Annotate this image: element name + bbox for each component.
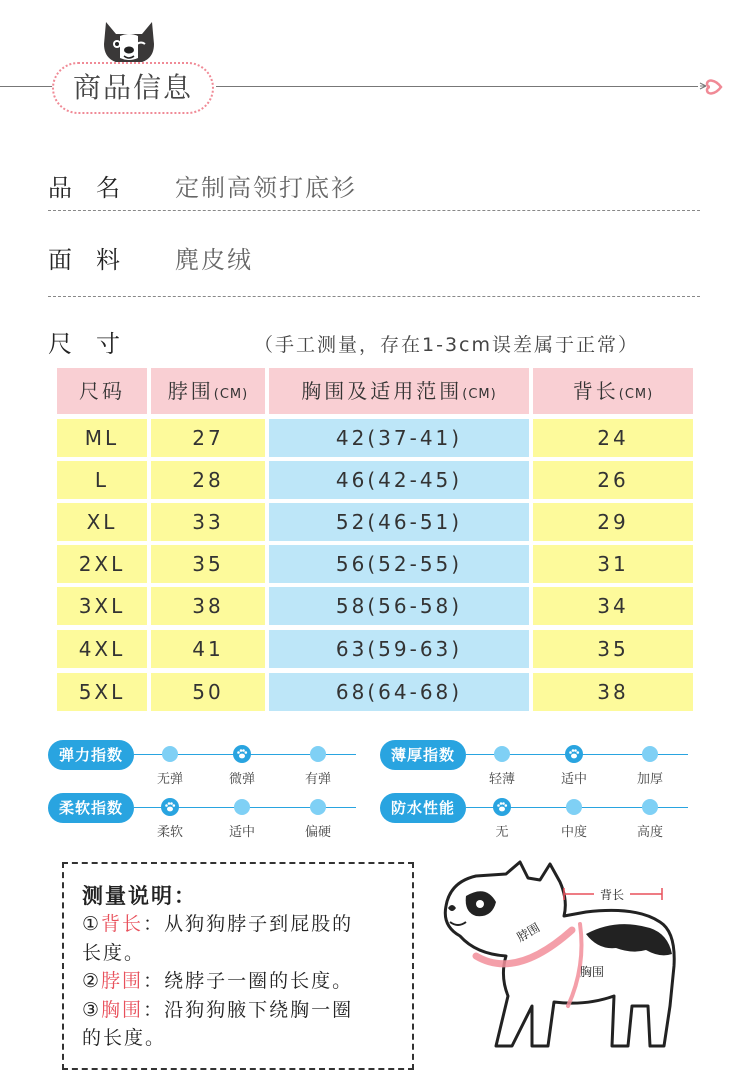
table-cell: 35 (151, 545, 265, 583)
table-cell: 50 (151, 673, 265, 711)
index-option-label: 无 (495, 825, 509, 840)
table-cell: 38 (151, 587, 265, 625)
index-option-label: 高度 (636, 825, 663, 840)
measure-desc: ：沿狗狗腋下绕胸一圈 (143, 999, 354, 1021)
table-cell: 41 (151, 630, 265, 668)
index-pill: 防水性能 (380, 793, 466, 823)
table-cell: 4XL (57, 630, 147, 668)
header-title: 商品信息 (52, 62, 214, 114)
index-pill: 弹力指数 (48, 740, 134, 770)
table-cell: 5XL (57, 673, 147, 711)
table-cell: L (57, 461, 147, 499)
table-cell: 35 (533, 630, 693, 668)
neck-label: 脖围 (514, 920, 543, 945)
chest-label: 胸围 (580, 965, 605, 979)
dog-logo-icon (98, 18, 160, 68)
table-cell: 31 (533, 545, 693, 583)
table-cell: 34 (533, 587, 693, 625)
heart-icon (696, 74, 726, 100)
measure-term: 胸围 (101, 999, 144, 1021)
table-header-unit: (CM) (213, 387, 249, 402)
measure-num: ③ (82, 999, 102, 1021)
index-option-label: 有弹 (304, 772, 331, 787)
paw-selected-icon (161, 798, 179, 816)
back-length-label: 背长 (599, 888, 625, 902)
table-cell: 63(59-63) (269, 630, 529, 668)
measure-item-back-cont: 长度。 (82, 942, 146, 964)
table-cell: 52(46-51) (269, 503, 529, 541)
measure-num: ② (82, 970, 102, 992)
table-cell: 33 (151, 503, 265, 541)
index-option-label: 无弹 (156, 772, 183, 787)
product-name-label: 品 名 (48, 174, 120, 202)
measure-num: ① (82, 913, 102, 935)
index-option-label: 柔软 (156, 825, 183, 840)
table-header-cell (151, 368, 265, 414)
table-header-unit: (CM) (618, 387, 654, 402)
table-cell: 56(52-55) (269, 545, 529, 583)
index-option-label: 中度 (560, 825, 587, 840)
header-line-left (0, 86, 54, 87)
dog-diagram (436, 856, 696, 1056)
index-dot (566, 799, 582, 815)
table-header-unit: (CM) (462, 387, 497, 402)
index-dot (642, 746, 658, 762)
table-cell: 24 (533, 419, 693, 457)
index-option-label: 轻薄 (488, 772, 515, 787)
divider (48, 296, 700, 297)
table-header-cell (57, 368, 147, 414)
index-option-label: 偏硬 (304, 825, 331, 840)
table-cell: 3XL (57, 587, 147, 625)
table-cell: 27 (151, 419, 265, 457)
index-option-label: 适中 (560, 772, 587, 787)
measure-term: 背长 (101, 913, 144, 935)
measure-item-chest (82, 995, 353, 1022)
paw-selected-icon (493, 798, 511, 816)
fabric-label: 面 料 (48, 246, 120, 274)
measure-item-neck (82, 966, 353, 993)
table-cell: 68(64-68) (269, 673, 529, 711)
table-header-cell (269, 368, 529, 414)
index-option-label: 适中 (228, 825, 255, 840)
table-header-text: 脖围 (167, 379, 214, 403)
size-note: （手工测量，存在1-3cm误差属于正常） (254, 334, 639, 356)
table-cell: 29 (533, 503, 693, 541)
divider (48, 210, 700, 211)
table-cell: 58(56-58) (269, 587, 529, 625)
measure-desc: ：绕脖子一圈的长度。 (143, 970, 354, 992)
table-header-text: 胸围及适用范围 (301, 379, 463, 403)
index-dot (234, 799, 250, 815)
table-cell: XL (57, 503, 147, 541)
size-label: 尺 寸 (48, 330, 120, 358)
product-name-value: 定制高领打底衫 (175, 174, 357, 202)
paw-selected-icon (233, 745, 251, 763)
table-cell: ML (57, 419, 147, 457)
table-cell: 46(42-45) (269, 461, 529, 499)
index-option-label: 加厚 (636, 772, 663, 787)
index-option-label: 微弹 (228, 772, 255, 787)
index-dot (310, 799, 326, 815)
header-line-right (216, 86, 698, 87)
fabric-value: 麂皮绒 (175, 246, 253, 274)
index-dot (310, 746, 326, 762)
measure-term: 脖围 (101, 970, 144, 992)
table-header-text: 背长 (572, 379, 619, 403)
measure-title: 测量说明： (82, 884, 197, 908)
measure-desc: ：从狗狗脖子到屁股的 (143, 913, 354, 935)
table-cell: 28 (151, 461, 265, 499)
index-dot (642, 799, 658, 815)
table-header-cell (533, 368, 693, 414)
index-pill: 柔软指数 (48, 793, 134, 823)
measure-item-chest-cont: 的长度。 (82, 1027, 167, 1049)
paw-selected-icon (565, 745, 583, 763)
index-pill: 薄厚指数 (380, 740, 466, 770)
table-cell: 26 (533, 461, 693, 499)
index-dot (494, 746, 510, 762)
table-cell: 38 (533, 673, 693, 711)
measure-item-back (82, 909, 353, 936)
table-cell: 2XL (57, 545, 147, 583)
index-dot (162, 746, 178, 762)
table-header-text: 尺码 (79, 379, 125, 403)
table-cell: 42(37-41) (269, 419, 529, 457)
